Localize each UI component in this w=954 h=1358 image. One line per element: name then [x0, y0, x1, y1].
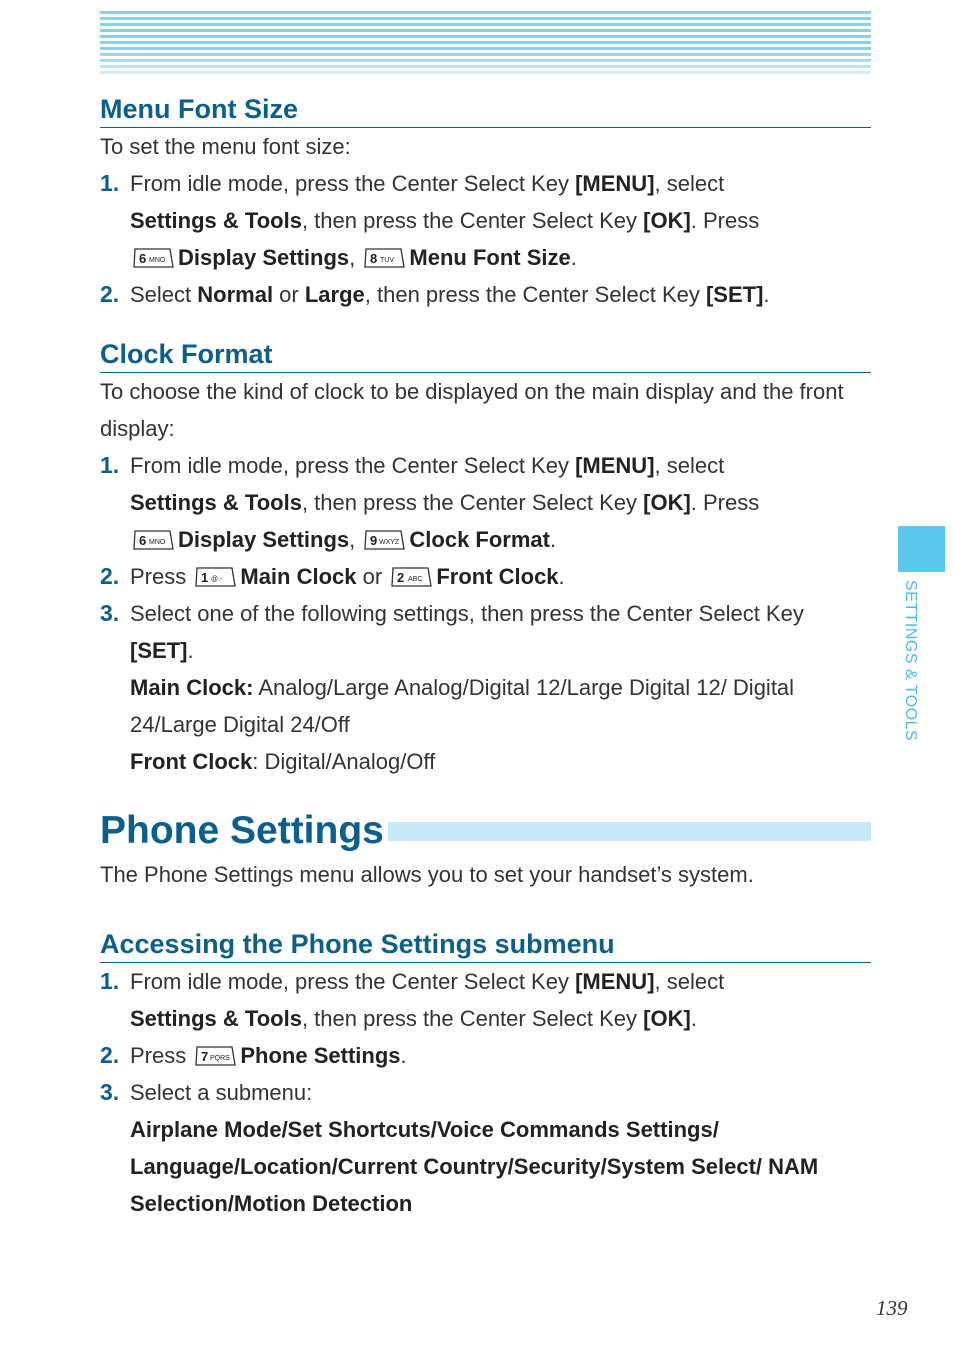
svg-text:6: 6: [139, 533, 147, 548]
step-text: From idle mode, press the Center Select Key [MENU], select Settings & Tools, then press the Center Select Key [OK].: [130, 969, 725, 1031]
svg-text:ABC: ABC: [408, 576, 423, 583]
accessing-step-1: [100, 963, 871, 1037]
svg-text:8: 8: [370, 251, 378, 266]
main-clock-options: Main Clock: Analog/Large Analog/Digital 12/Large Digital 12/ Digital 24/Large Digital 24/Off: [130, 675, 795, 737]
submenu-list: Airplane Mode/Set Shortcuts/Voice Commands Settings/ Language/Location/Current Country/Security/System Select/ NAM Selection/Motion Detection: [130, 1117, 819, 1216]
step-number: 2.: [100, 281, 120, 307]
step-number: 2.: [100, 563, 120, 589]
svg-text:TUV: TUV: [380, 257, 395, 264]
svg-text:@.-: @.-: [211, 576, 223, 583]
svg-text:7: 7: [201, 1049, 209, 1064]
front-clock-options: Front Clock: Digital/Analog/Off: [130, 749, 436, 774]
section-side-label: SETTINGS & TOOLS: [902, 580, 919, 742]
key-9-icon: [363, 529, 405, 551]
svg-text:9: 9: [370, 533, 378, 548]
accessing-step-3: [100, 1074, 871, 1111]
page-number: 139: [876, 1296, 908, 1320]
step-number: 1.: [100, 452, 120, 478]
clock-format-intro: To choose the kind of clock to be displayed on the main display and the front display:: [100, 379, 844, 441]
step-number: 1.: [100, 170, 120, 196]
menu-font-size-step-2: [100, 276, 871, 313]
clock-format-step-2: [100, 558, 871, 595]
clock-format-step-3: [100, 595, 871, 669]
key-2-icon: [390, 566, 432, 588]
step-number: 3.: [100, 1079, 120, 1105]
heading-accessing-submenu: Accessing the Phone Settings submenu: [100, 927, 871, 963]
svg-text:6: 6: [139, 251, 147, 266]
heading-phone-settings: Phone Settings: [100, 806, 388, 856]
key-6-icon: [132, 247, 174, 269]
svg-text:WXYZ: WXYZ: [379, 539, 400, 546]
page-content: [100, 92, 871, 1222]
menu-font-size-step-1: [100, 165, 871, 276]
heading-underline-bar: [370, 822, 871, 841]
heading-menu-font-size: Menu Font Size: [100, 92, 871, 128]
step-number: 1.: [100, 968, 120, 994]
step-number: 3.: [100, 600, 120, 626]
svg-text:MNO: MNO: [149, 257, 166, 264]
key-1-icon: [194, 566, 236, 588]
phone-settings-intro: The Phone Settings menu allows you to set your handset’s system.: [100, 862, 754, 887]
step-text: From idle mode, press the Center Select Key [MENU], select Settings & Tools, then press the Center Select Key [OK]. Press 6 MNO Display Settings, 9 WXYZ Clock Format.: [130, 453, 760, 552]
heading-clock-format: Clock Format: [100, 337, 871, 373]
step-number: 2.: [100, 1042, 120, 1068]
svg-text:PQRS: PQRS: [210, 1055, 231, 1062]
accessing-step-2: [100, 1037, 871, 1074]
clock-format-step-1: [100, 447, 871, 558]
step-text: From idle mode, press the Center Select Key [MENU], select Settings & Tools, then press the Center Select Key [OK]. Press 6 MNO Display Settings, 8 TUV Menu Font Size.: [130, 171, 760, 270]
step-text: Press 1 @.- Main Clock or 2 ABC Front Clock.: [130, 564, 565, 589]
svg-text:1: 1: [201, 570, 209, 585]
phone-settings-heading-row: [100, 806, 871, 856]
key-6-icon: [132, 529, 174, 551]
menu-font-size-intro: To set the menu font size:: [100, 134, 351, 159]
header-decorative-band: [100, 11, 871, 77]
step-text: Press 7 PQRS Phone Settings.: [130, 1043, 407, 1068]
section-tab-marker: [898, 526, 945, 572]
step-text: Select a submenu:: [130, 1080, 313, 1105]
step-text: Select one of the following settings, then press the Center Select Key [SET].: [130, 601, 804, 663]
step-text: Select Normal or Large, then press the Center Select Key [SET].: [130, 282, 770, 307]
key-7-icon: [194, 1045, 236, 1067]
key-8-icon: [363, 247, 405, 269]
svg-text:2: 2: [397, 570, 405, 585]
svg-text:MNO: MNO: [149, 539, 166, 546]
